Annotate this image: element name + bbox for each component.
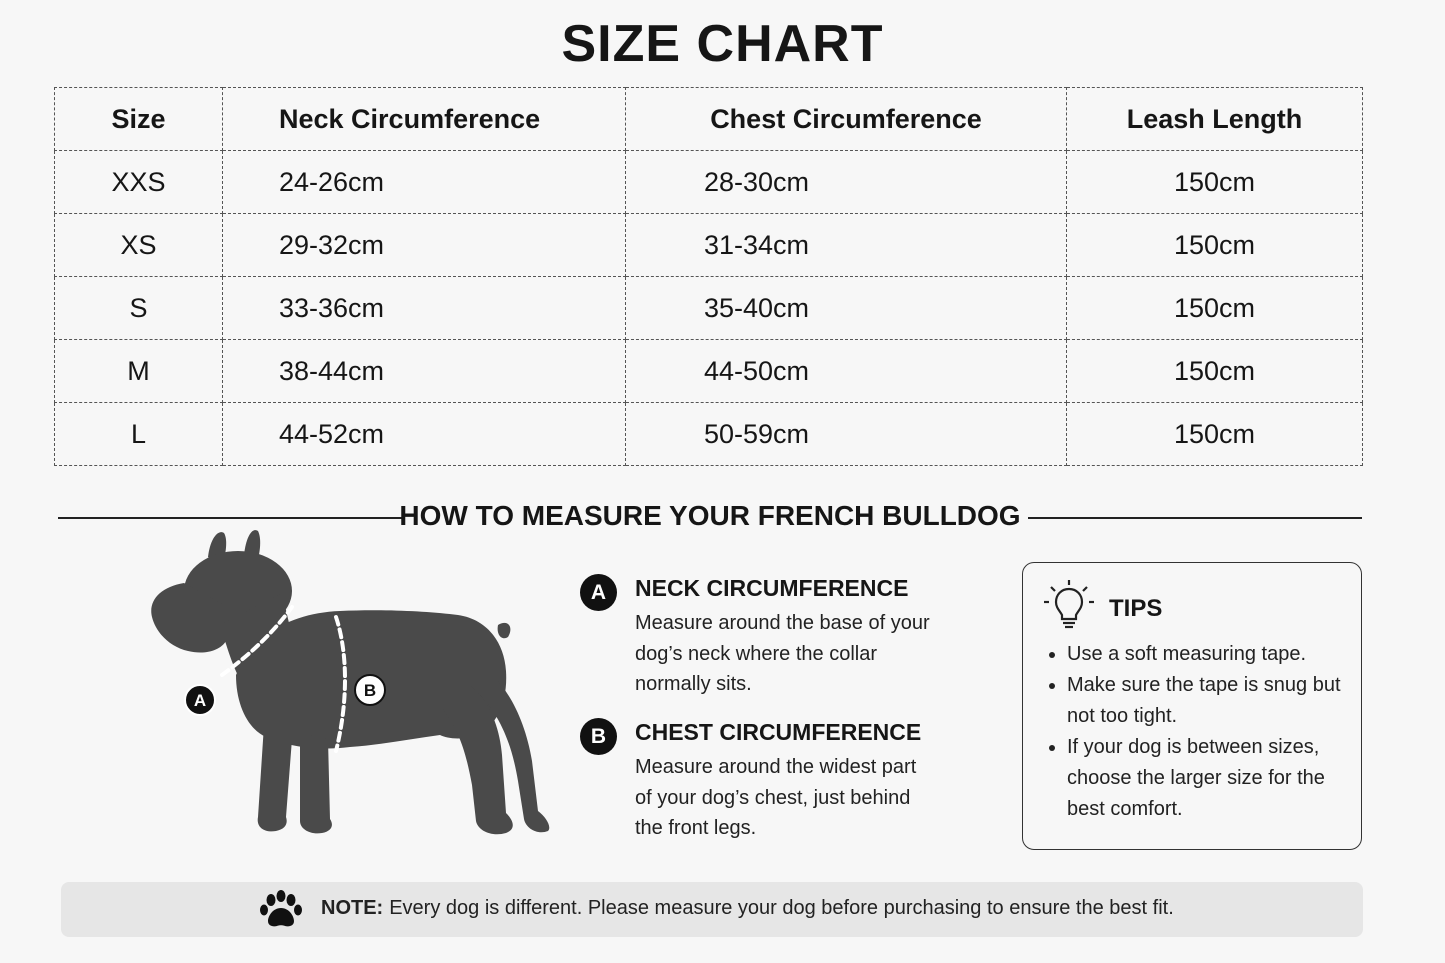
step-title: CHEST CIRCUMFERENCE: [635, 719, 922, 745]
cell-neck: 44-52cm: [223, 403, 626, 466]
header-size: Size: [55, 88, 223, 151]
header-neck: Neck Circumference: [223, 88, 626, 151]
marker-b: [355, 675, 385, 705]
step-description: [635, 608, 955, 700]
desc-line: Measure around the widest part: [635, 756, 917, 778]
note-banner: [61, 882, 1363, 937]
cell-chest: 31-34cm: [626, 214, 1067, 277]
cell-leash: 150cm: [1067, 340, 1363, 403]
table-header-row: [55, 88, 1363, 151]
desc-line: Measure around the base of your: [635, 612, 930, 634]
table-row: [55, 340, 1363, 403]
table-row: [55, 151, 1363, 214]
cell-size: M: [55, 340, 223, 403]
badge-a: A: [580, 574, 617, 611]
size-table: [54, 87, 1363, 466]
tips-title: TIPS: [1109, 595, 1163, 622]
note-text: [321, 897, 1174, 920]
cell-leash: 150cm: [1067, 403, 1363, 466]
table-row: [55, 214, 1363, 277]
cell-chest: 50-59cm: [626, 403, 1067, 466]
header-chest: Chest Circumference: [626, 88, 1067, 151]
badge-b: B: [580, 718, 617, 755]
cell-size: XXS: [55, 151, 223, 214]
cell-leash: 150cm: [1067, 277, 1363, 340]
header-leash: Leash Length: [1067, 88, 1363, 151]
desc-line: dog’s neck where the collar: [635, 642, 877, 665]
list-item: • Make sure the tape is snug but not too tight.: [1067, 670, 1357, 732]
divider-right: [1028, 517, 1362, 519]
cell-size: XS: [55, 214, 223, 277]
step-title: NECK CIRCUMFERENCE: [635, 575, 909, 601]
table-row: [55, 277, 1363, 340]
cell-chest: 28-30cm: [626, 151, 1067, 214]
cell-neck: 33-36cm: [223, 277, 626, 340]
list-item: • If your dog is between sizes, choose the larger size for the best comfort.: [1067, 732, 1357, 825]
note-body: Every dog is different. Please measure your dog before purchasing to ensure the best fit.: [389, 897, 1174, 919]
measure-heading: HOW TO MEASURE YOUR FRENCH BULLDOG: [399, 500, 1021, 531]
desc-line: of your dog’s chest, just behind: [635, 786, 911, 809]
marker-a: [185, 685, 215, 715]
step-description: [635, 752, 955, 844]
lightbulb-icon: [1043, 579, 1095, 631]
svg-text:B: B: [363, 681, 377, 700]
cell-size: S: [55, 277, 223, 340]
tips-box: [1022, 562, 1362, 850]
cell-chest: 35-40cm: [626, 277, 1067, 340]
cell-neck: 29-32cm: [223, 214, 626, 277]
list-item: • Use a soft measuring tape.: [1067, 639, 1357, 670]
cell-leash: 150cm: [1067, 151, 1363, 214]
desc-line: normally sits.: [635, 673, 752, 695]
cell-neck: 38-44cm: [223, 340, 626, 403]
cell-neck: 24-26cm: [223, 151, 626, 214]
svg-text:A: A: [193, 691, 207, 710]
cell-chest: 44-50cm: [626, 340, 1067, 403]
paw-icon: [259, 890, 303, 930]
note-label: NOTE:: [321, 897, 384, 919]
cell-leash: 150cm: [1067, 214, 1363, 277]
desc-line: the front legs.: [635, 817, 757, 839]
table-row: [55, 403, 1363, 466]
tips-list: [1045, 639, 1357, 825]
french-bulldog-silhouette-icon: [140, 525, 550, 845]
page-title: SIZE CHART: [561, 15, 884, 73]
cell-size: L: [55, 403, 223, 466]
